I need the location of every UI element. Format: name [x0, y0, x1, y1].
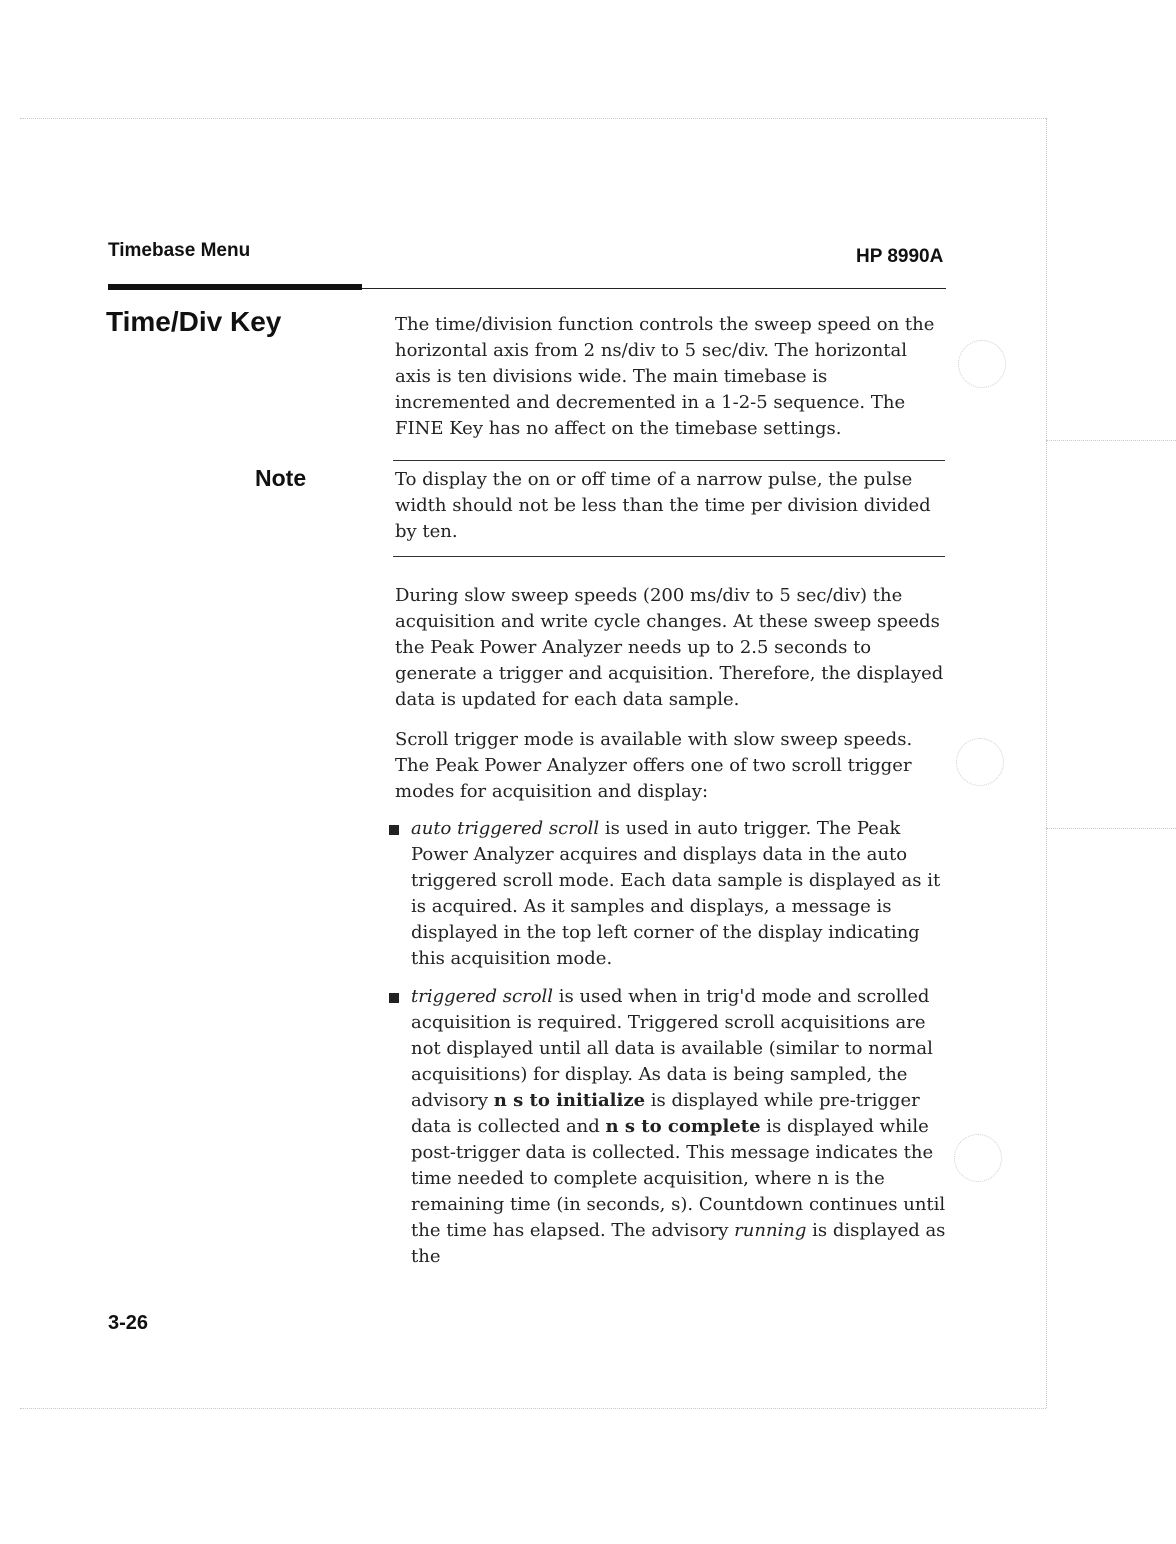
header-rule-thick	[108, 284, 362, 290]
list-item	[389, 816, 949, 972]
scan-tick-mark	[1046, 440, 1176, 441]
bullet-square-icon	[389, 993, 399, 1003]
running-header-model: HP 8990A	[856, 246, 944, 267]
scan-border-top	[20, 118, 1046, 119]
page-number: 3-26	[108, 1312, 149, 1334]
body-paragraph: Scroll trigger mode is available with slow sweep speeds. The Peak Power Analyzer offers one of two scroll trigger modes for acquisition and display:	[395, 729, 913, 802]
list-item-text: triggered scroll is used when in trig'd mode and scrolled acquisition is required. Triggered scroll acquisitions are not displayed until all data is available (similar to normal acquisitions) for display. As data is being sampled, the advisory n s to initialize is displayed while pre-trigger data is collected and n s to complete is displayed while post-trigger data is collected. This message indicates the time needed to complete acquisition, where n is the remaining time (in seconds, s). Countdown continues until the time has elapsed. The advisory running is displayed as the	[411, 986, 946, 1267]
bullet-square-icon	[389, 825, 399, 835]
advisory-complete: n s to complete	[605, 1116, 761, 1137]
body-paragraph: During slow sweep speeds (200 ms/div to 5 sec/div) the acquisition and write cycle changes. At these sweep speeds the Peak Power Analyzer needs up to 2.5 seconds to generate a trigger and acquisition. Therefore, the displayed data is updated for each data sample.	[395, 585, 944, 710]
note-label: Note	[255, 465, 307, 491]
scan-border-bottom	[20, 1408, 1046, 1409]
binder-hole	[958, 340, 1006, 388]
section-title: Time/Div Key	[106, 306, 282, 337]
note-rule-bottom	[393, 556, 945, 557]
binder-hole	[956, 738, 1004, 786]
term-triggered-scroll: triggered scroll	[411, 986, 554, 1007]
advisory-initialize: n s to initialize	[493, 1090, 646, 1111]
list-item-text: auto triggered scroll is used in auto trigger. The Peak Power Analyzer acquires and displays data in the auto triggered scroll mode. Each data sample is displayed as it is acquired. As it samples and displays, a message is displayed in the top left corner of the display indicating this acquisition mode.	[411, 818, 941, 969]
running-header-section: Timebase Menu	[108, 240, 251, 261]
term-auto-triggered-scroll: auto triggered scroll	[411, 818, 600, 839]
scan-tick-mark	[1046, 828, 1176, 829]
note-rule-top	[393, 460, 945, 461]
header-rule-thin	[362, 288, 946, 289]
binder-hole	[954, 1134, 1002, 1182]
scan-border-right	[1046, 118, 1047, 1408]
note-text: To display the on or off time of a narrow pulse, the pulse width should not be less than the time per division divided by ten.	[395, 469, 931, 542]
advisory-running: running	[734, 1220, 807, 1241]
list-item	[389, 984, 949, 1270]
body-paragraph: The time/division function controls the sweep speed on the horizontal axis from 2 ns/div to 5 sec/div. The horizontal axis is ten divisions wide. The main timebase is incremented and decremented in a 1-2-5 sequence. The FINE Key has no affect on the timebase settings.	[395, 314, 935, 439]
